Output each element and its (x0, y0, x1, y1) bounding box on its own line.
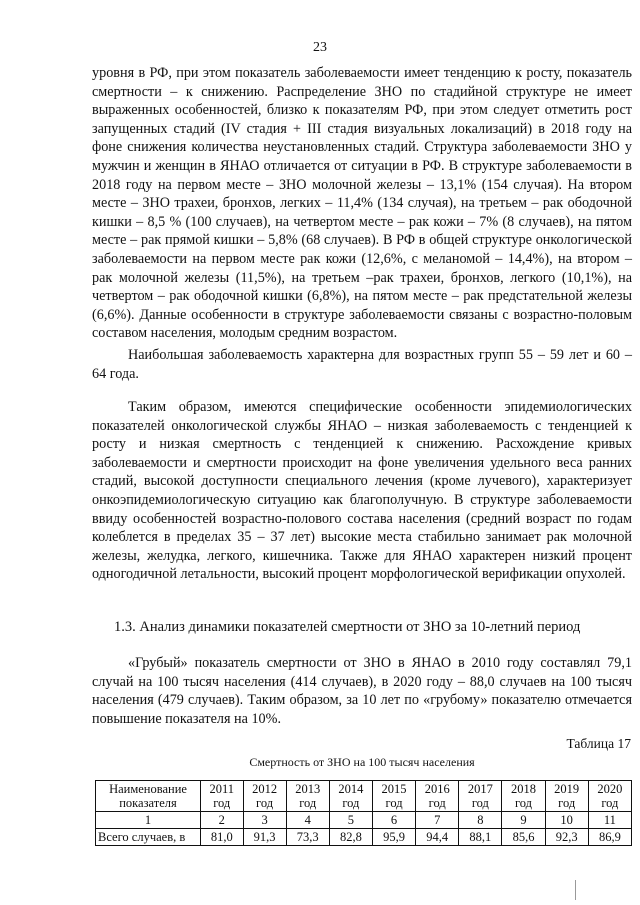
value-cell: 73,3 (286, 829, 329, 846)
year-value: 2018 (511, 782, 537, 796)
paragraph-text: Таким образом, имеются специфические особенности эпидемиологических показателей онкологической службы ЯНАО – низкая заболеваемость с тенденцией к росту и низкая смертность с тенденцией к снижению. Расхождение кривых заболеваемости и смертности происходит на фоне увеличения удельного веса ранних стадий, высокой доступности специального лечения (кроме лучевого), характеризует онкоэпидемиологическую ситуацию как благополучную. В структуре заболеваемости ввиду особенностей возрастно-полового состава населения (средний возраст по годам колеблется в пределах 35 – 37 лет) высокие места стабильно занимает рак молочной железы, желудка, легкого, кишечника. Также для ЯНАО характерен низкий процент одногодичной летальности, высокий процент морфологической верификации опухолей. (92, 399, 632, 583)
paragraph-age-groups (92, 346, 632, 383)
year-header-cell (588, 781, 631, 812)
value-cell: 95,9 (372, 829, 415, 846)
page-number: 23 (313, 40, 327, 55)
value-cell: 94,4 (416, 829, 459, 846)
column-number-cell: 1 (96, 812, 201, 829)
year-unit: год (299, 796, 317, 810)
column-number-cell: 8 (459, 812, 502, 829)
column-number-cell: 6 (372, 812, 415, 829)
column-number-cell: 7 (416, 812, 459, 829)
paragraph-conclusion (92, 398, 632, 584)
year-unit: год (342, 796, 360, 810)
year-unit: год (213, 796, 231, 810)
section-heading: 1.3. Анализ динамики показателей смертности от ЗНО за 10-летний период (114, 619, 581, 635)
year-unit: год (256, 796, 274, 810)
table-header-row (96, 781, 632, 812)
year-header-cell (372, 781, 415, 812)
value-cell: 82,8 (329, 829, 372, 846)
header-label-cell (96, 781, 201, 812)
column-number-cell: 10 (545, 812, 588, 829)
row-label-cell: Всего случаев, в (96, 829, 201, 846)
table-title: Смертность от ЗНО на 100 тысяч населения (249, 755, 475, 769)
year-unit: год (558, 796, 576, 810)
year-unit: год (514, 796, 533, 810)
year-header-cell (286, 781, 329, 812)
year-value: 2016 (424, 782, 450, 796)
year-unit: год (385, 796, 403, 810)
paragraph-text: уровня в РФ, при этом показатель заболеваемости имеет тенденцию к росту, показатель смертности – к снижению. Распределение ЗНО по стадийной структуре не имеет выраженных особенностей, близко к показателям РФ, при этом следует отметить рост запущенных стадий (IV стадия + III стадия визуальных локализаций) в 2018 году на фоне снижения количества неустановленных стадий. Структура заболеваемости ЗНО у мужчин и женщин в ЯНАО отличается от ситуации в РФ. В структуре заболеваемости в 2018 году на первом месте – ЗНО молочной железы – 13,1% (154 случая). На втором месте – ЗНО трахеи, бронхов, легких – 11,4% (134 случая), на третьем – рак ободочной кишки – 8,5 % (100 случаев), на четвертом месте – рак кожи – 7% (8 случаев), на пятом месте – рак прямой кишки – 5,8% (68 случаев). В РФ в общей структуре онкологической заболеваемости на первом месте рак кожи (12,6%, с меланомой – 14,4%), на втором – рак молочной железы (11,5%), на третьем –рак трахеи, бронхов, легкого (10,1%), на четвертом – рак ободочной кишки (6,8%), на пятом месте – рак предстательной железы (6,6%). Данные особенности в структуре заболеваемости связаны с возрастно-половым составом населения, молодым средним возрастом. (92, 65, 632, 342)
year-value: 2020 (597, 782, 623, 796)
value-cell: 88,1 (459, 829, 502, 846)
column-number-cell: 11 (588, 812, 631, 829)
year-header-cell (243, 781, 286, 812)
column-number-cell: 5 (329, 812, 372, 829)
scan-mark (575, 880, 576, 900)
table-number: Таблица 17 (566, 736, 631, 751)
table-row (96, 829, 632, 846)
year-unit: год (471, 796, 489, 810)
year-value: 2014 (338, 782, 364, 796)
paragraph-text: «Грубый» показатель смертности от ЗНО в ЯНАО в 2010 году составлял 79,1 случай на 100 тысяч населения (414 случаев), в 2020 году – 88,0 случаев на 100 тысяч населения (479 случаев). Таким образом, за 10 лет по «грубому» показателю отмечается повышение показателя на 10%. (92, 655, 632, 727)
column-number-cell: 9 (502, 812, 545, 829)
year-value: 2019 (554, 782, 580, 796)
year-value: 2012 (252, 782, 278, 796)
column-number-cell: 4 (286, 812, 329, 829)
year-value: 2015 (381, 782, 407, 796)
year-header-cell (545, 781, 588, 812)
year-value: 2013 (295, 782, 321, 796)
year-header-cell (416, 781, 459, 812)
year-unit: год (428, 796, 446, 810)
year-unit: год (601, 796, 619, 810)
value-cell: 85,6 (502, 829, 545, 846)
year-header-cell (459, 781, 502, 812)
year-value: 2011 (209, 782, 235, 796)
value-cell: 91,3 (243, 829, 286, 846)
paragraph-mortality (92, 654, 632, 728)
year-value: 2017 (467, 782, 493, 796)
column-number-cell: 3 (243, 812, 286, 829)
value-cell: 86,9 (588, 829, 631, 846)
year-header-cell (502, 781, 545, 812)
year-header-cell (201, 781, 244, 812)
value-cell: 92,3 (545, 829, 588, 846)
column-number-cell: 2 (201, 812, 244, 829)
mortality-table (95, 780, 632, 846)
value-cell: 81,0 (201, 829, 244, 846)
header-label-line2: показателя (119, 796, 177, 810)
paragraph-text: Наибольшая заболеваемость характерна для возрастных групп 55 – 59 лет и 60 – 64 года. (92, 347, 632, 382)
column-number-row (96, 812, 632, 829)
paragraph-continuation (92, 64, 632, 343)
header-label-line1: Наименование (109, 782, 187, 796)
year-header-cell (329, 781, 372, 812)
